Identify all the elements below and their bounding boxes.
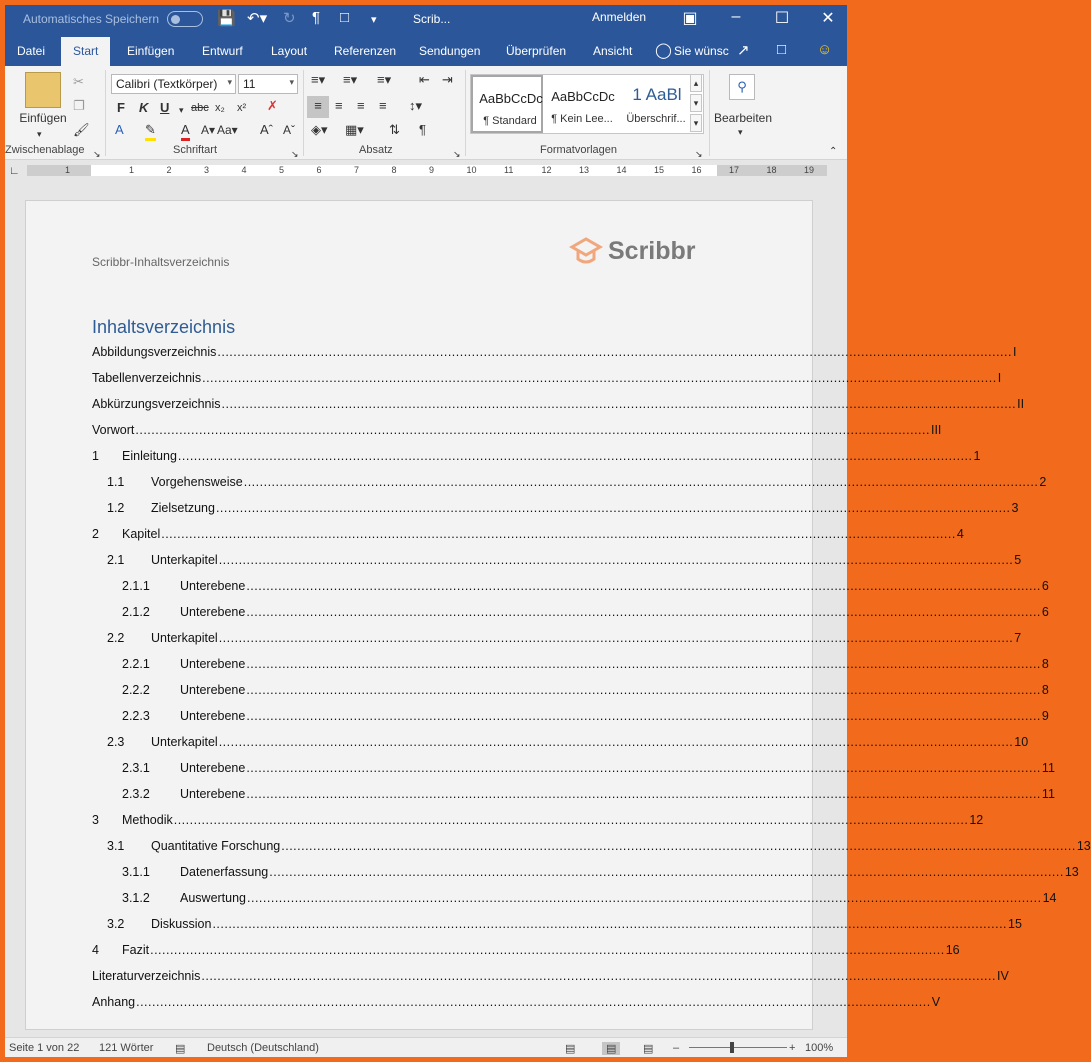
ruler-tick-label: 2: [166, 165, 172, 175]
collapse-ribbon-icon[interactable]: ⌃: [829, 146, 838, 157]
toc-leader-dots: ........................................................................................................................................................................................................: [202, 371, 997, 385]
italic-icon[interactable]: K: [139, 100, 149, 115]
styles-gallery: [470, 74, 704, 134]
highlight-icon[interactable]: ✎: [145, 122, 156, 141]
sort-icon[interactable]: ⇅: [389, 122, 400, 137]
toc-entry-label: Datenerfassung: [180, 865, 269, 879]
toc-entry-number: 2.2: [107, 631, 125, 645]
style-name: ¶ Kein Lee...: [551, 113, 613, 125]
toc-entry-line: [180, 683, 1049, 697]
toc-entry-label: Unterebene: [180, 787, 246, 801]
toc-entry-page: 13: [1064, 865, 1079, 879]
toc-entry-number: 3.1: [107, 839, 125, 853]
toc-entry-line: [122, 943, 960, 957]
tab-layout[interactable]: Layout: [271, 44, 308, 58]
toc-entry[interactable]: [92, 839, 1091, 859]
chevron-down-icon: ▾: [289, 77, 294, 87]
toc-entry-number: 2.3.1: [122, 761, 150, 775]
toc-entry-page: 9: [1041, 709, 1049, 723]
copy-icon[interactable]: ❐: [73, 98, 85, 113]
toc-entry-number: 3.1.1: [122, 865, 150, 879]
superscript-icon[interactable]: x²: [237, 102, 247, 114]
toc-entry-label: Vorgehensweise: [151, 475, 243, 489]
ruler-tick-label: 7: [354, 165, 360, 175]
toc-entry-page: 1: [973, 449, 981, 463]
align-center-icon[interactable]: ≡: [335, 98, 343, 113]
paragraph-group-label: Absatz: [359, 144, 393, 156]
ruler-tick-label: 13: [579, 165, 590, 175]
style-kein-leerraum[interactable]: [545, 75, 617, 133]
tab-selector-icon[interactable]: ∟: [9, 165, 20, 177]
toc-entry[interactable]: [92, 709, 1049, 729]
toc-entry-page: 16: [945, 943, 960, 957]
page-header: Scribbr-Inhaltsverzeichnis: [92, 255, 230, 269]
toc-entry-page: 2: [1039, 475, 1047, 489]
tab-datei[interactable]: Datei: [17, 44, 46, 58]
toc-entry-label: Zielsetzung: [151, 501, 215, 515]
toc-entry-number: 3: [92, 813, 99, 827]
toc-entry-line: [180, 657, 1049, 671]
toc-entry[interactable]: [92, 657, 1049, 677]
zoom-in-icon[interactable]: +: [789, 1042, 796, 1054]
styles-more-icon[interactable]: ▾: [690, 114, 702, 132]
toc-entry-page: III: [930, 423, 942, 437]
toc-entry-line: [151, 501, 1019, 515]
toc-entry-number: 2.3.2: [122, 787, 150, 801]
ruler-tick-label: 15: [654, 165, 665, 175]
zoom-level[interactable]: 100%: [805, 1042, 834, 1054]
toc-leader-dots: ........................................................................................................................................................................................................: [246, 787, 1041, 801]
toc-entry-line: [151, 553, 1022, 567]
toc-title: Inhaltsverzeichnis: [92, 317, 236, 337]
align-left-icon[interactable]: ≡: [307, 96, 329, 118]
toc-entry-number: 2.2.3: [122, 709, 150, 723]
toc-leader-dots: ........................................................................................................................................................................................................: [246, 683, 1041, 697]
toc-entry-page: 6: [1041, 605, 1049, 619]
ruler-tick-label: 1: [65, 165, 71, 175]
toc-entry-line: [92, 397, 1025, 411]
toc-entry-number: 2.2.1: [122, 657, 150, 671]
close-icon[interactable]: ✕: [821, 10, 835, 27]
toc-entry-page: II: [1017, 397, 1025, 411]
toc-entry-line: [151, 475, 1047, 489]
toc-leader-dots: ........................................................................................................................................................................................................: [269, 865, 1064, 879]
increase-indent-icon[interactable]: ⇥: [442, 72, 453, 87]
toc-entry-number: 1: [92, 449, 99, 463]
toc-entry[interactable]: [92, 475, 1047, 495]
toc-entry-label: Abbildungsverzeichnis: [92, 345, 217, 359]
toc-entry-page: I: [997, 371, 1002, 385]
ruler-tick-label: 11: [504, 165, 514, 175]
toc-leader-dots: ........................................................................................................................................................................................................: [135, 423, 930, 437]
comments-icon[interactable]: □: [777, 41, 787, 58]
title-bar: [5, 5, 847, 35]
ruler-tick-label: 9: [429, 165, 435, 175]
change-case-icon[interactable]: Aa▾: [217, 123, 238, 137]
tab-einfuegen[interactable]: Einfügen: [127, 44, 175, 58]
group-divider: [709, 70, 710, 156]
share-icon[interactable]: ↗: [737, 42, 750, 59]
redo-icon[interactable]: ↻: [283, 10, 296, 27]
toc-entry-page: 6: [1041, 579, 1049, 593]
autosave-toggle[interactable]: [167, 11, 203, 27]
toc-entry-page: 15: [1008, 917, 1022, 931]
toc-entry-page: V: [931, 995, 941, 1009]
ruler-tick-label: 3: [204, 165, 210, 175]
toc-entry[interactable]: [92, 449, 981, 469]
tab-sendungen[interactable]: Sendungen: [419, 44, 481, 58]
toc-entry-label: Unterebene: [180, 579, 246, 593]
styles-launcher-icon[interactable]: ↘: [695, 149, 703, 159]
toc-entry-label: Methodik: [122, 813, 173, 827]
toc-leader-dots: ........................................................................................................................................................................................................: [173, 813, 969, 827]
ruler-tick-label: 17: [729, 165, 740, 175]
toc-entry-line: [92, 969, 1009, 983]
toc-entry-label: Unterebene: [180, 709, 246, 723]
web-layout-icon[interactable]: ▤: [643, 1043, 654, 1055]
toc-entry-line: [180, 787, 1055, 801]
toc-entry-label: Literaturverzeichnis: [92, 969, 201, 983]
toc-entry-line: [92, 423, 942, 437]
horizontal-ruler[interactable]: [5, 160, 847, 180]
cut-icon[interactable]: ✂: [73, 74, 84, 89]
toc-entry-page: 12: [969, 813, 984, 827]
document-page[interactable]: [25, 200, 1091, 1030]
toc-leader-dots: ........................................................................................................................................................................................................: [150, 943, 945, 957]
justify-icon[interactable]: ≡: [379, 98, 387, 113]
toc-entry-line: [151, 839, 1091, 853]
toc-entry-label: Abkürzungsverzeichnis: [92, 397, 221, 411]
toc-entry-label: Einleitung: [122, 449, 177, 463]
style-preview: AaBbCcDc: [551, 89, 615, 104]
save-icon[interactable]: 💾: [217, 10, 236, 27]
toc-leader-dots: ........................................................................................................................................................................................................: [243, 475, 1039, 489]
zoom-out-icon[interactable]: –: [673, 1042, 680, 1054]
font-size-combo[interactable]: [238, 74, 298, 94]
underline-icon[interactable]: U: [160, 100, 170, 115]
toc-leader-dots: ........................................................................................................................................................................................................: [246, 709, 1041, 723]
toc-entry-line: [151, 917, 1022, 931]
toc-entry-line: [180, 605, 1049, 619]
toc-entry-label: Quantitative Forschung: [151, 839, 281, 853]
toc-entry-page: 14: [1042, 891, 1057, 905]
toc-entry-line: [180, 865, 1079, 879]
bold-icon[interactable]: F: [117, 100, 125, 115]
status-bar: [5, 1037, 847, 1057]
clipboard-launcher-icon[interactable]: ↘: [93, 149, 101, 159]
font-size-value: 11: [243, 77, 256, 91]
tell-me-input[interactable]: Sie wünsc: [674, 44, 729, 58]
toc-entry[interactable]: [92, 969, 1009, 989]
ruler-tick-label: 14: [616, 165, 627, 175]
undo-icon[interactable]: ↶▾: [247, 10, 268, 27]
toc-entry-label: Unterebene: [180, 761, 246, 775]
toc-entry-label: Unterkapitel: [151, 553, 218, 567]
styles-scroll-down-icon[interactable]: ▾: [690, 94, 702, 112]
toc-entry[interactable]: [92, 579, 1049, 599]
toc-entry[interactable]: [92, 397, 1025, 417]
smiley-icon[interactable]: ☺: [817, 41, 833, 58]
toc-entry-line: [180, 891, 1057, 905]
tab-start[interactable]: Start: [61, 37, 110, 66]
toc-entry-page: I: [1012, 345, 1017, 359]
print-layout-icon[interactable]: ▤: [602, 1042, 620, 1055]
ribbon: [5, 66, 847, 160]
signin-button[interactable]: Anmelden: [592, 10, 647, 24]
toc-leader-dots: ........................................................................................................................................................................................................: [217, 345, 1012, 359]
toc-entry[interactable]: [92, 813, 984, 833]
ruler-tick-label: 4: [241, 165, 247, 175]
toc-entry[interactable]: [92, 891, 1057, 911]
toc-entry-page: 11: [1041, 787, 1055, 801]
word-window: [5, 5, 1091, 1057]
toc-leader-dots: ........................................................................................................................................................................................................: [218, 735, 1014, 749]
toc-leader-dots: ........................................................................................................................................................................................................: [161, 527, 956, 541]
read-mode-icon[interactable]: ▤: [565, 1043, 576, 1055]
toc-entry[interactable]: [92, 631, 1022, 651]
comment-icon[interactable]: □: [340, 9, 350, 26]
toc-entry-line: [122, 527, 964, 541]
toc-entry[interactable]: [92, 527, 964, 547]
toc-entry-page: 8: [1041, 683, 1049, 697]
toc-entry-line: [92, 371, 1002, 385]
toc-entry-page: 11: [1041, 761, 1055, 775]
group-divider: [105, 70, 106, 156]
shrink-font-icon[interactable]: Aˇ: [283, 123, 295, 137]
toc-entry-label: Unterebene: [180, 657, 246, 671]
font-size-icon[interactable]: A▾: [201, 123, 216, 137]
ruler-strip: [27, 165, 827, 176]
toc-leader-dots: ........................................................................................................................................................................................................: [215, 501, 1011, 515]
toc-entry[interactable]: [92, 371, 1002, 391]
toc-entry-line: [122, 449, 981, 463]
toc-entry[interactable]: [92, 735, 1029, 755]
text-effects-icon[interactable]: A: [115, 122, 124, 137]
bullets-icon[interactable]: ≡▾: [311, 72, 326, 87]
minimize-icon[interactable]: –: [731, 8, 741, 25]
tab-ansicht[interactable]: Ansicht: [593, 44, 633, 58]
toc-entry[interactable]: [92, 501, 1019, 521]
toc-leader-dots: ........................................................................................................................................................................................................: [247, 891, 1042, 905]
document-title: Scrib...: [413, 12, 451, 26]
scribbr-logo-icon: [568, 235, 604, 267]
group-divider: [465, 70, 466, 156]
ribbon-tabs: [5, 35, 847, 66]
subscript-icon[interactable]: x₂: [215, 102, 225, 114]
styles-group-label: Formatvorlagen: [540, 144, 618, 156]
toc-entry-label: Vorwort: [92, 423, 135, 437]
word-count[interactable]: 121 Wörter: [99, 1042, 154, 1054]
toc-entry-page: 10: [1014, 735, 1029, 749]
ruler-tick-label: 19: [804, 165, 815, 175]
tab-referenzen[interactable]: Referenzen: [334, 44, 397, 58]
underline-dropdown-icon[interactable]: ▾: [179, 105, 184, 115]
lightbulb-icon[interactable]: ◯: [655, 42, 672, 59]
toc-entry-label: Unterkapitel: [151, 735, 218, 749]
line-spacing-icon[interactable]: ↕▾: [409, 98, 423, 113]
font-name-value: Calibri (Textkörper): [116, 77, 218, 91]
style-name: ¶ Standard: [483, 115, 537, 127]
align-right-icon[interactable]: ≡: [357, 98, 365, 113]
toc-entry-label: Kapitel: [122, 527, 161, 541]
toc-entry-line: [92, 995, 941, 1009]
toc-leader-dots: ........................................................................................................................................................................................................: [281, 839, 1076, 853]
paste-dropdown-icon[interactable]: ▾: [37, 129, 42, 139]
shading-icon[interactable]: ◈▾: [311, 122, 328, 137]
toc-entry-page: 13: [1076, 839, 1091, 853]
ruler-tick-label: 10: [466, 165, 477, 175]
toc-entry-line: [180, 761, 1055, 775]
toc-entry-label: Unterkapitel: [151, 631, 218, 645]
pilcrow-icon[interactable]: ¶: [312, 9, 321, 26]
toc-entry-line: [92, 345, 1017, 359]
ruler-tick-label: 1: [129, 165, 135, 175]
toc-entry-label: Anhang: [92, 995, 136, 1009]
ruler-tick-label: 8: [391, 165, 397, 175]
styles-scroll-up-icon[interactable]: ▴: [690, 74, 702, 92]
decrease-indent-icon[interactable]: ⇤: [419, 72, 430, 87]
ruler-tick-label: 16: [691, 165, 702, 175]
toc-entry-number: 1.1: [107, 475, 125, 489]
paste-icon[interactable]: [25, 72, 61, 108]
toc-entry-page: 3: [1011, 501, 1019, 515]
toc-entry-number: 2.2.2: [122, 683, 150, 697]
toc-entry-number: 3.1.2: [122, 891, 150, 905]
edit-dropdown-icon[interactable]: ▾: [738, 127, 743, 137]
page-count[interactable]: Seite 1 von 22: [9, 1042, 80, 1054]
toc-entry[interactable]: [92, 605, 1049, 625]
toc-leader-dots: ........................................................................................................................................................................................................: [201, 969, 996, 983]
ruler-tick-label: 5: [279, 165, 285, 175]
toc-entry-line: [122, 813, 984, 827]
grow-font-icon[interactable]: Aˆ: [260, 122, 273, 137]
toc-entry-label: Fazit: [122, 943, 150, 957]
style-preview: 1 AaBl: [632, 85, 682, 104]
format-painter-icon[interactable]: 🖌: [73, 122, 90, 137]
toc-entry-page: 4: [956, 527, 964, 541]
toc-entry-line: [180, 579, 1049, 593]
toc-entry[interactable]: [92, 995, 941, 1015]
toc-leader-dots: ........................................................................................................................................................................................................: [246, 579, 1041, 593]
paragraph-launcher-icon[interactable]: ↘: [453, 149, 461, 159]
toc-entry-number: 2.1.1: [122, 579, 150, 593]
toc-entry-line: [180, 709, 1049, 723]
toc-leader-dots: ........................................................................................................................................................................................................: [246, 605, 1041, 619]
toc-leader-dots: ........................................................................................................................................................................................................: [246, 761, 1041, 775]
toc-entry[interactable]: [92, 943, 960, 963]
zoom-slider-handle[interactable]: [730, 1042, 734, 1053]
multilevel-list-icon[interactable]: ≡▾: [377, 72, 392, 87]
strikethrough-icon[interactable]: abc: [191, 102, 209, 114]
toc-entry[interactable]: [92, 787, 1055, 807]
toc-entry[interactable]: [92, 553, 1022, 573]
toc-leader-dots: ........................................................................................................................................................................................................: [177, 449, 973, 463]
toc-leader-dots: ........................................................................................................................................................................................................: [212, 917, 1008, 931]
edit-button[interactable]: Bearbeiten: [713, 111, 773, 125]
style-name: Überschrif...: [626, 113, 686, 125]
toc-leader-dots: ........................................................................................................................................................................................................: [221, 397, 1017, 411]
toc-entry[interactable]: [92, 683, 1049, 703]
chevron-down-icon: ▾: [227, 77, 232, 87]
toc-entry-number: 1.2: [107, 501, 125, 515]
proofing-icon[interactable]: ▤: [175, 1043, 186, 1055]
autosave-label: Automatisches Speichern: [23, 12, 160, 26]
toc-entry-number: 2.1.2: [122, 605, 150, 619]
clipboard-group-label: Zwischenablage: [5, 144, 85, 156]
ribbon-display-icon[interactable]: ▣: [682, 10, 698, 27]
style-preview: AaBbCcDc: [479, 91, 543, 106]
style-ueberschrift[interactable]: [619, 75, 691, 133]
search-icon[interactable]: ⚲: [729, 74, 755, 100]
toc-leader-dots: ........................................................................................................................................................................................................: [218, 553, 1014, 567]
paste-button[interactable]: Einfügen: [19, 111, 67, 125]
toc-entry[interactable]: [92, 917, 1022, 937]
toc-leader-dots: ........................................................................................................................................................................................................: [218, 631, 1014, 645]
toc-leader-dots: ........................................................................................................................................................................................................: [246, 657, 1041, 671]
scribbr-logo-text: Scribbr: [608, 237, 696, 265]
toc-entry-number: 2.1: [107, 553, 125, 567]
ruler-tick-label: 12: [541, 165, 552, 175]
clear-formatting-icon[interactable]: ✗: [267, 98, 278, 113]
maximize-icon[interactable]: ☐: [774, 10, 790, 27]
toc-leader-dots: ........................................................................................................................................................................................................: [136, 995, 931, 1009]
font-name-combo[interactable]: [111, 74, 236, 94]
toc-entry-number: 2.3: [107, 735, 125, 749]
toc-entry-number: 3.2: [107, 917, 125, 931]
toc-entry-label: Auswertung: [180, 891, 247, 905]
toc-entry-line: [151, 735, 1029, 749]
font-group-label: Schriftart: [173, 144, 218, 156]
toc-entry-label: Diskussion: [151, 917, 212, 931]
ruler-tick-label: 6: [316, 165, 322, 175]
language[interactable]: Deutsch (Deutschland): [207, 1042, 319, 1054]
toc-entry[interactable]: [92, 865, 1079, 885]
style-standard[interactable]: [471, 75, 543, 133]
borders-icon[interactable]: ▦▾: [345, 122, 364, 137]
toc-entry[interactable]: [92, 345, 1017, 365]
show-formatting-icon[interactable]: ¶: [419, 122, 426, 137]
font-color-icon[interactable]: A: [181, 122, 190, 141]
toc-entry-number: 4: [92, 943, 99, 957]
toc-entry-label: Tabellenverzeichnis: [92, 371, 202, 385]
toc-entry[interactable]: [92, 761, 1055, 781]
toc-entry-line: [151, 631, 1022, 645]
ruler-left-margin: [27, 165, 91, 176]
group-divider: [303, 70, 304, 156]
tab-ueberpruefen[interactable]: Überprüfen: [506, 44, 567, 58]
ruler-tick-label: 18: [766, 165, 777, 175]
toc-entry[interactable]: [92, 423, 942, 443]
toc-entry-page: 5: [1014, 553, 1022, 567]
customize-quick-access-icon[interactable]: ▾: [371, 14, 377, 26]
zoom-slider[interactable]: [689, 1047, 787, 1048]
numbering-icon[interactable]: ≡▾: [343, 72, 358, 87]
toc-entry-label: Unterebene: [180, 683, 246, 697]
toc-entry-page: 8: [1041, 657, 1049, 671]
toc-entry-number: 2: [92, 527, 99, 541]
tab-entwurf[interactable]: Entwurf: [202, 44, 243, 58]
toc-entry-label: Unterebene: [180, 605, 246, 619]
toc-entry-page: 7: [1014, 631, 1022, 645]
toc-entry-page: IV: [996, 969, 1009, 983]
font-launcher-icon[interactable]: ↘: [291, 149, 299, 159]
